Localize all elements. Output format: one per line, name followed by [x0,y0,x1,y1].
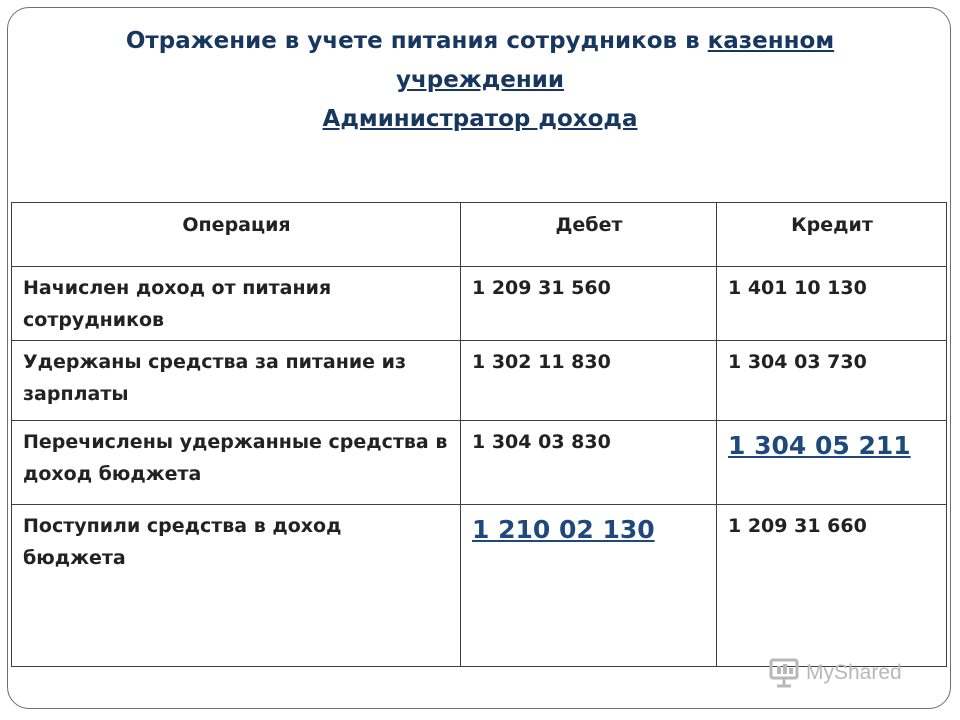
header-debit: Дебет [461,203,717,267]
title-line-1 [60,22,900,61]
row-3-credit [717,421,947,505]
presentation-icon [768,658,800,688]
row-1-debit: 1 209 31 560 [461,267,717,341]
row-4-credit: 1 209 31 660 [717,505,947,667]
row-4-debit [461,505,717,667]
row-1-operation: Начислен доход от питания сотрудников [12,267,461,341]
slide-title [60,22,900,139]
title-link-kazennom[interactable]: казенном [707,28,835,54]
header-credit: Кредит [717,203,947,267]
table-row [12,267,947,341]
row-1-credit: 1 401 10 130 [717,267,947,341]
row-3-operation: Перечислены удержанные средства в доход бюджета [12,421,461,505]
row-3-debit: 1 304 03 830 [461,421,717,505]
title-line-2[interactable]: учреждении [395,67,565,93]
table-row [12,421,947,505]
title-line-3[interactable]: Администратор дохода [322,106,638,132]
header-operation: Операция [12,203,461,267]
accounting-table [11,202,947,667]
table-row [12,341,947,421]
watermark-text: MyShared [806,661,902,684]
watermark [768,658,902,688]
table-header-row [12,203,947,267]
table-row [12,505,947,667]
row-2-operation: Удержаны средства за питание из зарплаты [12,341,461,421]
row-4-operation: Поступили средства в доход бюджета [12,505,461,667]
row-2-debit: 1 302 11 830 [461,341,717,421]
row-4-debit-highlight[interactable]: 1 210 02 130 [472,515,655,544]
title-line-1-prefix: Отражение в учете питания сотрудников в [125,28,708,54]
row-2-credit: 1 304 03 730 [717,341,947,421]
row-3-credit-highlight[interactable]: 1 304 05 211 [728,431,911,460]
